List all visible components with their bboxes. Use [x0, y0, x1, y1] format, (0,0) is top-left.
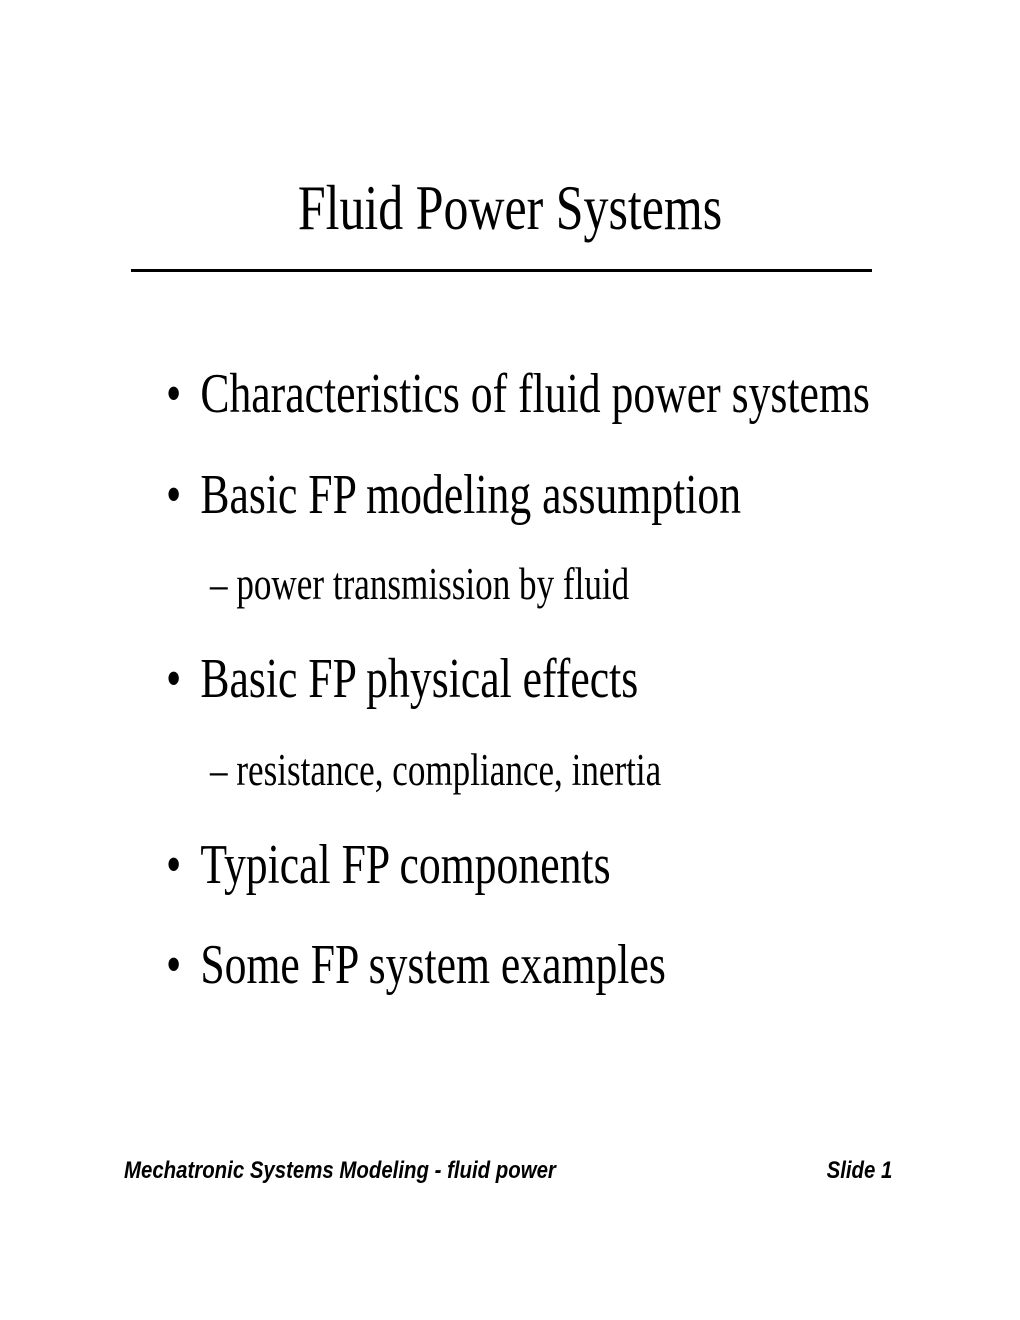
bullet-item-1 — [166, 363, 870, 425]
title-divider — [131, 269, 872, 272]
dash-marker: – — [210, 559, 228, 609]
bullet-text: Basic FP physical effects — [200, 648, 639, 710]
footer-course-title: Mechatronic Systems Modeling - fluid power — [124, 1157, 556, 1184]
sub-bullet-text: resistance, compliance, inertia — [236, 745, 662, 795]
dash-marker: – — [210, 745, 228, 795]
bullet-marker: • — [166, 834, 182, 896]
footer-slide-number: Slide 1 — [826, 1157, 892, 1184]
bullet-marker: • — [166, 464, 182, 526]
bullet-marker: • — [166, 934, 182, 996]
bullet-item-2 — [166, 464, 742, 526]
bullet-item-3 — [166, 648, 639, 710]
slide-title: Fluid Power Systems — [297, 172, 723, 243]
bullet-marker: • — [166, 363, 182, 425]
bullet-marker: • — [166, 648, 182, 710]
bullet-item-4 — [166, 834, 611, 896]
sub-bullet-text: power transmission by fluid — [236, 559, 630, 609]
bullet-item-5 — [166, 934, 666, 996]
bullet-text: Some FP system examples — [200, 934, 666, 996]
bullet-text: Basic FP modeling assumption — [200, 464, 742, 526]
sub-bullet-item-2 — [210, 559, 630, 609]
bullet-text: Characteristics of fluid power systems — [200, 363, 870, 425]
bullet-text: Typical FP components — [200, 834, 611, 896]
sub-bullet-item-3 — [210, 745, 662, 795]
